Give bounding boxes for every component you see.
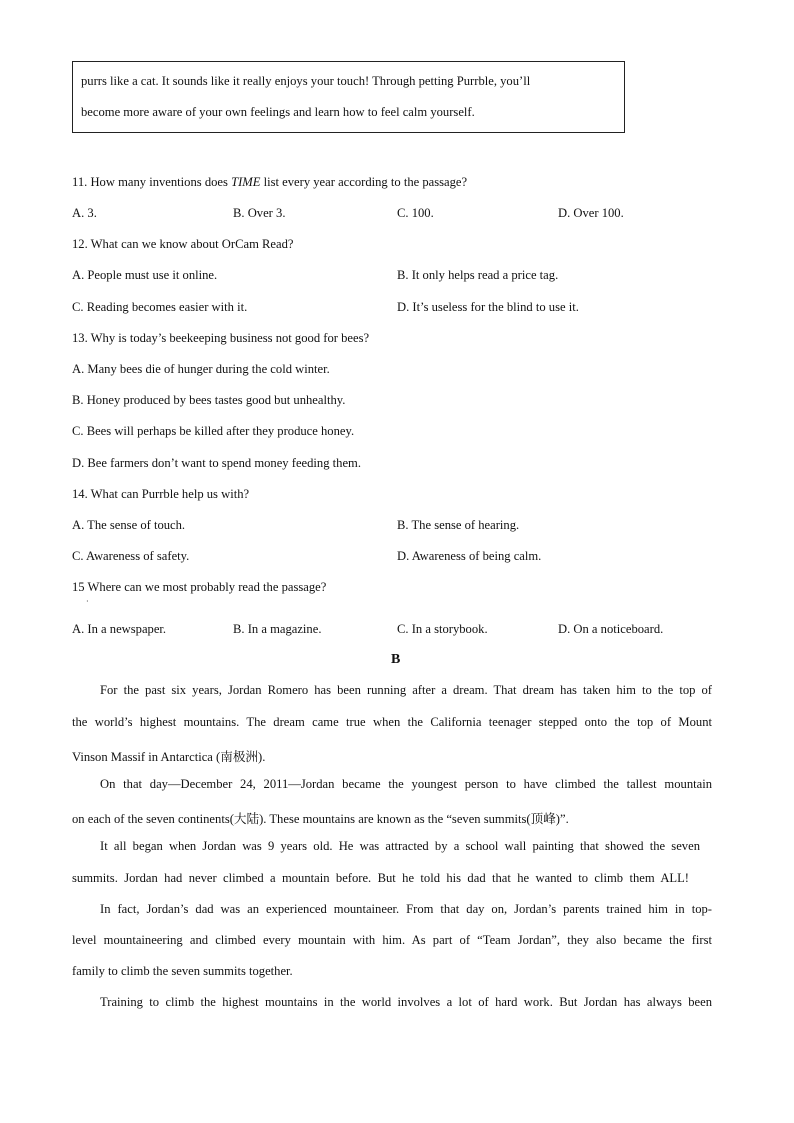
q13-option-b: B. Honey produced by bees tastes good but unhealthy.: [72, 393, 346, 407]
q15-option-b: B. In a magazine.: [233, 622, 322, 636]
passage-p4-line-2: level mountaineering and climbed every mountain with him. As part of “Team Jordan”, they also became the first: [72, 933, 712, 947]
question-14: 14. What can Purrble help us with?: [72, 487, 250, 501]
q12-option-c: C. Reading becomes easier with it.: [72, 300, 248, 314]
question-number: 11.: [72, 175, 88, 189]
q14-option-c: C. Awareness of safety.: [72, 549, 190, 563]
q13-option-c: C. Bees will perhaps be killed after they produce honey.: [72, 424, 355, 438]
question-12: 12. What can we know about OrCam Read?: [72, 237, 294, 251]
q15-option-c: C. In a storybook.: [397, 622, 488, 636]
passage-p1-line-2: the world’s highest mountains. The dream came true when the California teenager stepped onto the top of Mount: [72, 715, 712, 729]
question-11: [72, 175, 467, 190]
box-text-line-2: become more aware of your own feelings and learn how to feel calm yourself.: [81, 105, 475, 119]
question-text-emphasis: TIME: [231, 175, 261, 189]
passage-p5-line-1: Training to climb the highest mountains in the world involves a lot of hard work. But Jordan has always been: [100, 995, 712, 1009]
q14-option-b: B. The sense of hearing.: [397, 518, 520, 532]
q11-option-b: B. Over 3.: [233, 206, 286, 220]
question-text-post: list every year according to the passage?: [260, 175, 468, 189]
q11-option-c: C. 100.: [397, 206, 434, 220]
q11-option-a: A. 3.: [72, 206, 97, 220]
q14-option-d: D. Awareness of being calm.: [397, 549, 542, 563]
question-text-pre: How many inventions does: [90, 175, 232, 189]
q13-option-d: D. Bee farmers don’t want to spend money feeding them.: [72, 456, 361, 470]
passage-continuation-box: [72, 61, 625, 133]
q11-option-d: D. Over 100.: [558, 206, 624, 220]
question-13: 13. Why is today’s beekeeping business not good for bees?: [72, 331, 370, 345]
passage-p2-line-2: on each of the seven continents(大陆). These mountains are known as the “seven summits(顶峰)”.: [72, 812, 569, 826]
q12-option-a: A. People must use it online.: [72, 268, 218, 282]
q12-option-b: B. It only helps read a price tag.: [397, 268, 559, 282]
passage-p1-line-3: Vinson Massif in Antarctica (南极洲).: [72, 750, 266, 764]
q13-option-a: A. Many bees die of hunger during the cold winter.: [72, 362, 330, 376]
passage-p1-line-1: For the past six years, Jordan Romero has been running after a dream. That dream has taken him to the top of: [100, 683, 712, 697]
box-text-line-1: purrs like a cat. It sounds like it really enjoys your touch! Through petting Purrble, you’ll: [81, 74, 531, 88]
passage-p4-line-3: family to climb the seven summits together.: [72, 964, 293, 978]
passage-p4-line-1: In fact, Jordan’s dad was an experienced mountaineer. From that day on, Jordan’s parents trained him in top-: [100, 902, 712, 916]
q12-option-d: D. It’s useless for the blind to use it.: [397, 300, 579, 314]
stray-dot: ·: [86, 597, 89, 606]
question-15: 15 Where can we most probably read the passage?: [72, 580, 327, 594]
q15-option-a: A. In a newspaper.: [72, 622, 167, 636]
passage-p3-line-1: It all began when Jordan was 9 years old. He was attracted by a school wall painting that showed the seven: [100, 839, 700, 853]
q15-option-d: D. On a noticeboard.: [558, 622, 664, 636]
passage-p2-line-1: On that day—December 24, 2011—Jordan became the youngest person to have climbed the tallest mountain: [100, 777, 712, 791]
passage-p3-line-2: summits. Jordan had never climbed a mountain before. But he told his dad that he wanted to climb them ALL!: [72, 871, 689, 885]
q14-option-a: A. The sense of touch.: [72, 518, 186, 532]
section-b-heading: B: [391, 652, 401, 667]
